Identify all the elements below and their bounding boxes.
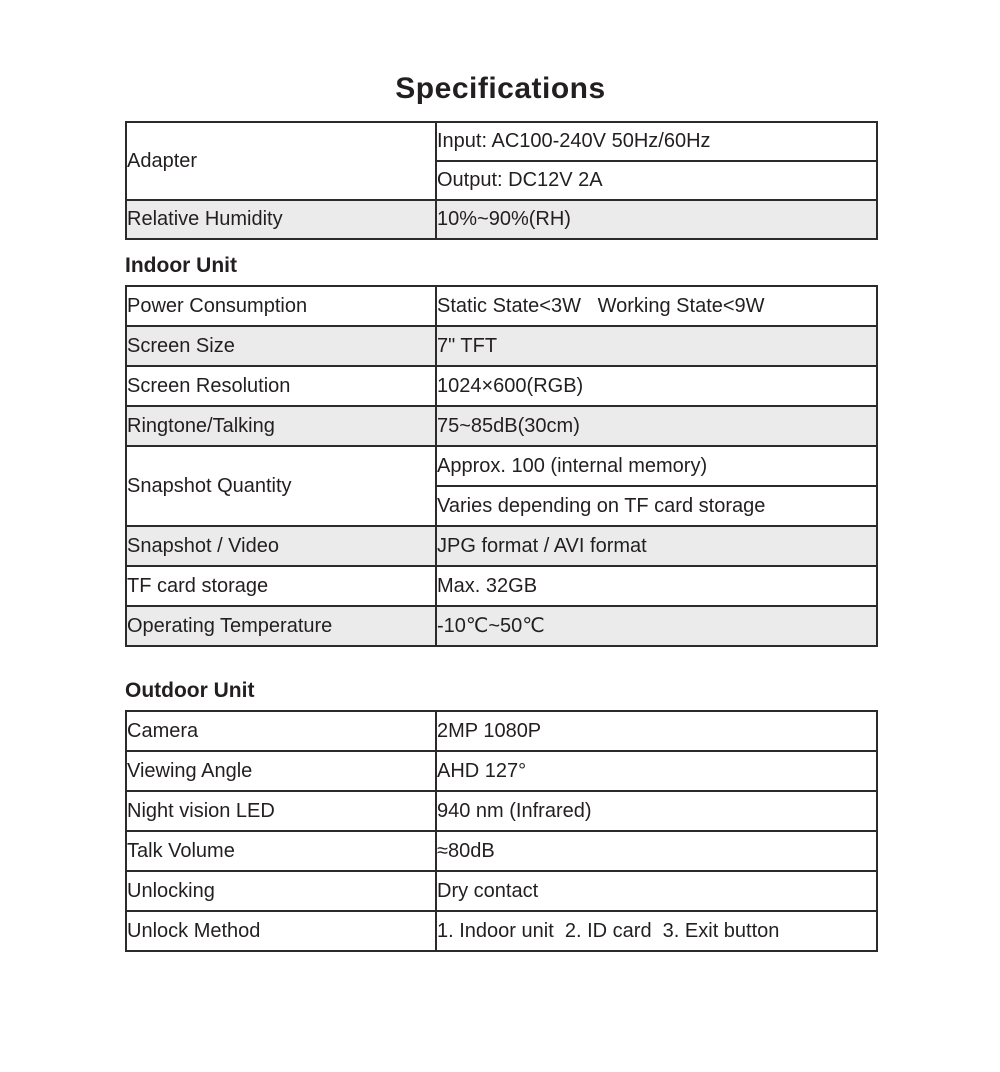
spec-value-cell: 75~85dB(30cm) bbox=[436, 406, 877, 446]
table-row bbox=[126, 526, 877, 566]
table-row bbox=[126, 566, 877, 606]
spec-value-cell: 2MP 1080P bbox=[436, 711, 877, 751]
indoor-spec-table bbox=[125, 285, 878, 647]
table-row bbox=[126, 871, 877, 911]
table-row bbox=[126, 711, 877, 751]
indoor-unit-heading: Indoor Unit bbox=[125, 254, 237, 277]
table-row bbox=[126, 200, 877, 239]
spec-label-cell: Operating Temperature bbox=[126, 606, 436, 646]
snapshot-quantity-label-cell: Snapshot Quantity bbox=[126, 446, 436, 526]
table-row bbox=[126, 446, 877, 486]
spec-value-cell: ≈80dB bbox=[436, 831, 877, 871]
page-title: Specifications bbox=[395, 72, 606, 105]
spec-value-cell: 1024×600(RGB) bbox=[436, 366, 877, 406]
spec-label-cell: Viewing Angle bbox=[126, 751, 436, 791]
spec-label-cell: Screen Size bbox=[126, 326, 436, 366]
spec-label-cell: Talk Volume bbox=[126, 831, 436, 871]
humidity-label-cell: Relative Humidity bbox=[126, 200, 436, 239]
table-row bbox=[126, 791, 877, 831]
table-row bbox=[126, 122, 877, 161]
spec-value-cell: AHD 127° bbox=[436, 751, 877, 791]
spec-label-cell: Unlocking bbox=[126, 871, 436, 911]
spec-value-cell: Static State<3W Working State<9W bbox=[436, 286, 877, 326]
table-row bbox=[126, 406, 877, 446]
spec-value-cell: -10℃~50℃ bbox=[436, 606, 877, 646]
spec-value-cell: JPG format / AVI format bbox=[436, 526, 877, 566]
table-row bbox=[126, 326, 877, 366]
adapter-input-cell: Input: AC100-240V 50Hz/60Hz bbox=[436, 122, 877, 161]
table-row bbox=[126, 831, 877, 871]
table-row bbox=[126, 751, 877, 791]
spec-value-cell: 7" TFT bbox=[436, 326, 877, 366]
spec-label-cell: Night vision LED bbox=[126, 791, 436, 831]
spec-label-cell: Unlock Method bbox=[126, 911, 436, 951]
spec-label-cell: TF card storage bbox=[126, 566, 436, 606]
spec-label-cell: Snapshot / Video bbox=[126, 526, 436, 566]
outdoor-unit-heading: Outdoor Unit bbox=[125, 679, 255, 703]
table-row bbox=[126, 286, 877, 326]
spec-label-cell: Power Consumption bbox=[126, 286, 436, 326]
spec-label-cell: Camera bbox=[126, 711, 436, 751]
spec-label-cell: Ringtone/Talking bbox=[126, 406, 436, 446]
outdoor-spec-table bbox=[125, 710, 878, 952]
table-row bbox=[126, 911, 877, 951]
spec-label-cell: Screen Resolution bbox=[126, 366, 436, 406]
table-row bbox=[126, 606, 877, 646]
humidity-value-cell: 10%~90%(RH) bbox=[436, 200, 877, 239]
spec-value-cell: 1. Indoor unit 2. ID card 3. Exit button bbox=[436, 911, 877, 951]
adapter-output-cell: Output: DC12V 2A bbox=[436, 161, 877, 200]
snapshot-quantity-value1-cell: Approx. 100 (internal memory) bbox=[436, 446, 877, 486]
adapter-label-cell: Adapter bbox=[126, 122, 436, 200]
table-row bbox=[126, 366, 877, 406]
spec-value-cell: 940 nm (Infrared) bbox=[436, 791, 877, 831]
spec-value-cell: Dry contact bbox=[436, 871, 877, 911]
spec-value-cell: Max. 32GB bbox=[436, 566, 877, 606]
spec-page bbox=[125, 72, 876, 952]
general-spec-table bbox=[125, 121, 878, 240]
snapshot-quantity-value2-cell: Varies depending on TF card storage bbox=[436, 486, 877, 526]
